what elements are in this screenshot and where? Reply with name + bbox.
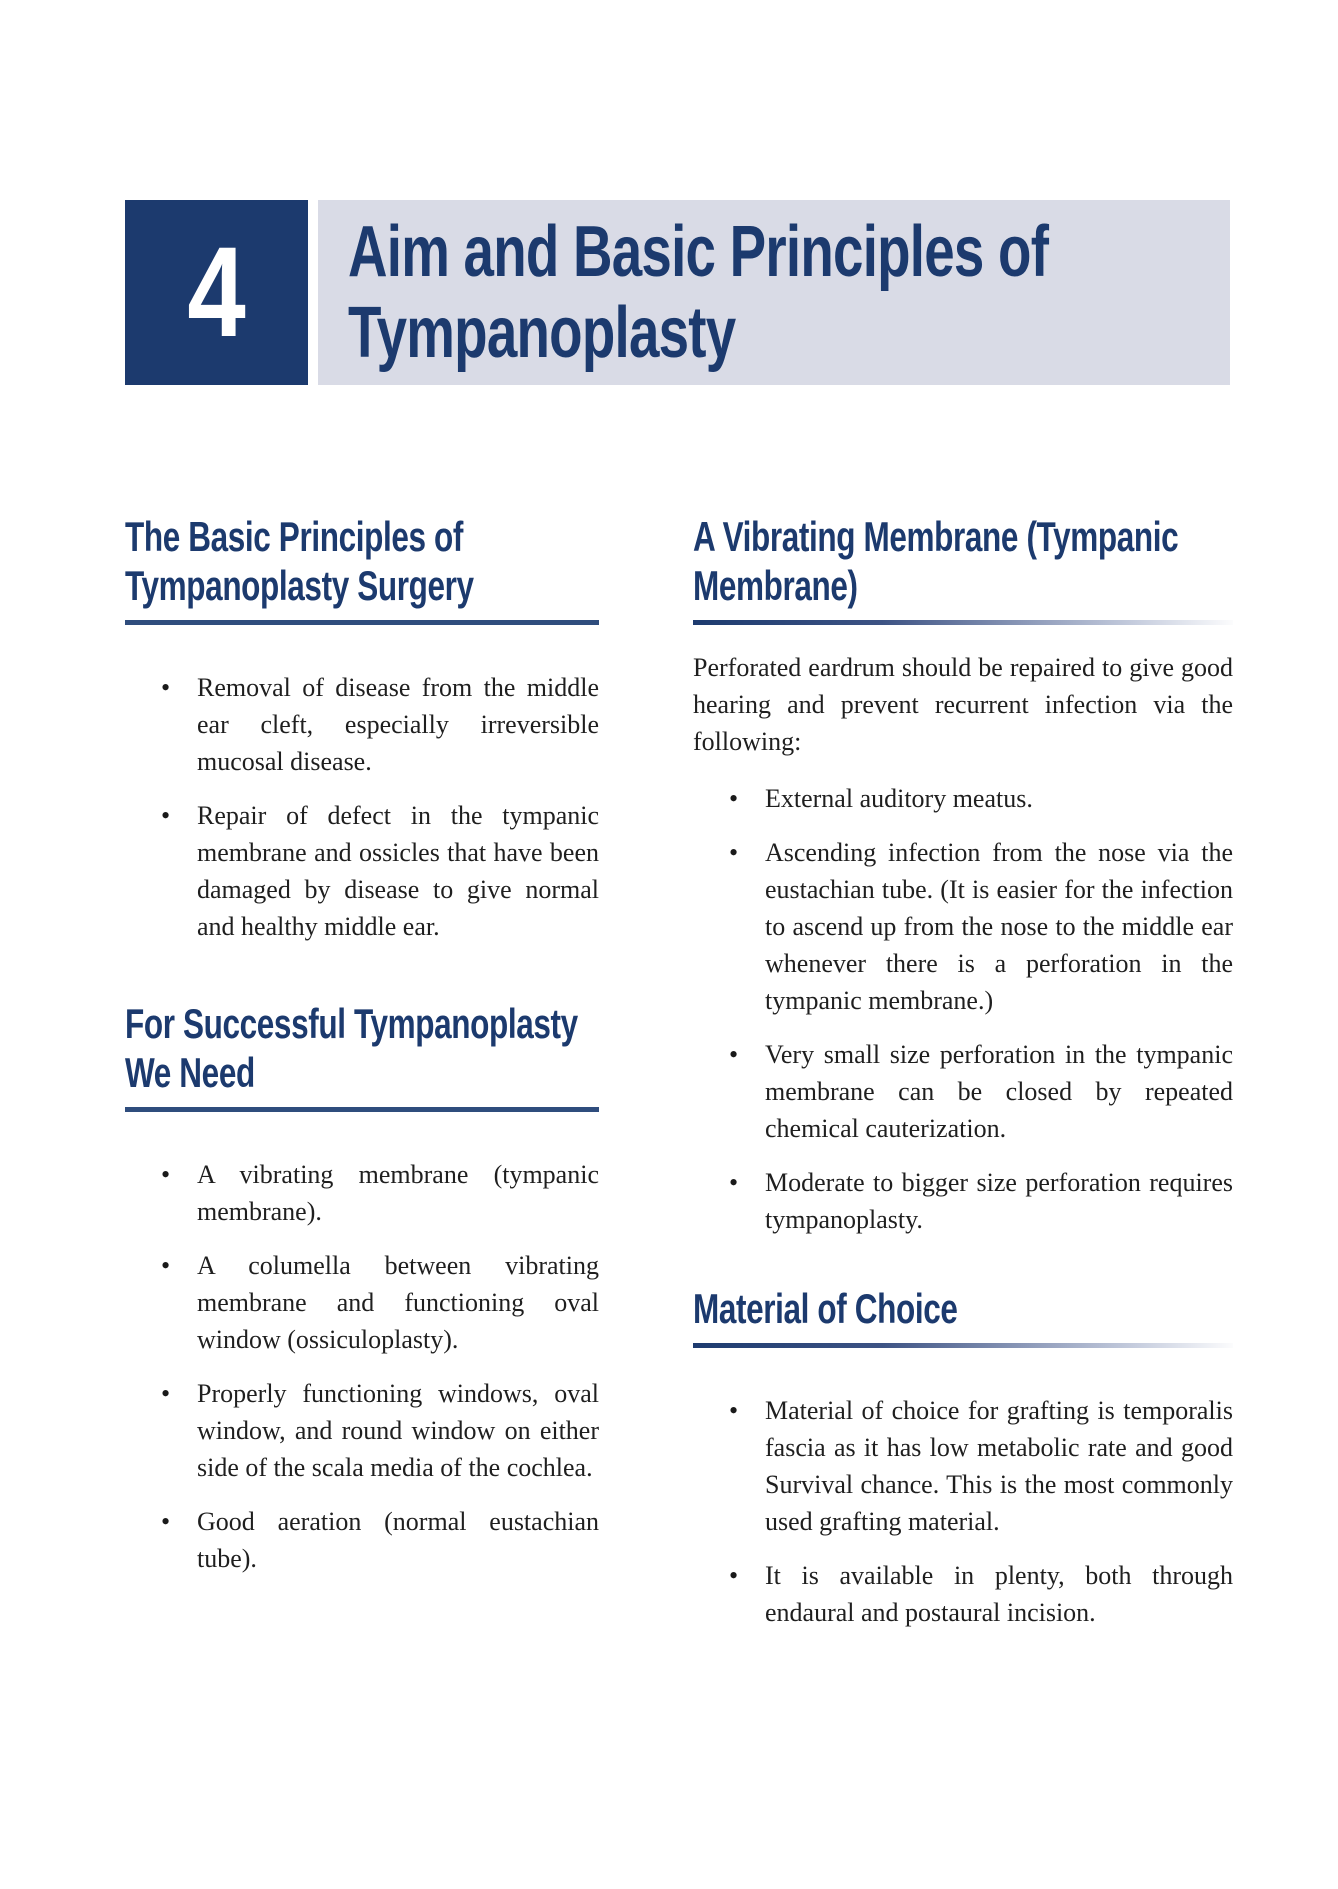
list-item-text: It is available in plenty, both through endaural and postaural incision. <box>765 1561 1233 1627</box>
bullet-list <box>693 1392 1233 1631</box>
list-item <box>693 1164 1233 1238</box>
bullet-icon: • <box>729 1396 739 1425</box>
two-column-body <box>125 512 1233 1631</box>
bullet-icon: • <box>161 1251 171 1280</box>
list-item-text: Ascending infection from the nose via the eustachian tube. (It is easier for the infection to ascend up from the nose to the middle ear whenever there is a perforation in the tympanic membrane.) <box>765 838 1233 1015</box>
section-heading <box>693 512 1233 610</box>
chapter-number-box <box>125 200 308 385</box>
list-item <box>125 1503 599 1577</box>
bullet-icon: • <box>729 838 739 867</box>
section-heading-line1: The Basic Principles of <box>125 513 463 560</box>
bullet-icon: • <box>161 1507 171 1536</box>
list-item-text: Good aeration (normal eustachian tube). <box>197 1507 599 1573</box>
heading-rule <box>125 620 599 625</box>
chapter-title-line1: Aim and Basic Principles of <box>348 211 1049 292</box>
chapter-number: 4 <box>187 220 246 364</box>
section-heading-line2: Membrane) <box>693 562 858 609</box>
heading-rule <box>125 1107 599 1112</box>
list-item <box>125 1247 599 1358</box>
section-vibrating-membrane <box>693 512 1233 1238</box>
list-item-text: A vibrating membrane (tympanic membrane). <box>197 1160 599 1226</box>
bullet-list <box>125 669 599 945</box>
bullet-icon: • <box>729 1561 739 1590</box>
section-basic-principles <box>125 512 599 945</box>
list-item <box>693 1036 1233 1147</box>
bullet-list <box>125 1156 599 1577</box>
list-item <box>125 1156 599 1230</box>
bullet-list <box>693 780 1233 1238</box>
list-item-text: Properly functioning windows, oval window, and round window on either side of the scala media of the cochlea. <box>197 1379 599 1482</box>
heading-rule <box>693 620 1233 625</box>
bullet-icon: • <box>161 1160 171 1189</box>
list-item-text: External auditory meatus. <box>765 784 1033 813</box>
section-heading <box>693 1284 1233 1333</box>
section-successful-tympanoplasty <box>125 999 599 1577</box>
list-item <box>693 834 1233 1019</box>
right-column <box>693 512 1233 1631</box>
section-heading <box>125 512 599 610</box>
section-heading <box>125 999 599 1097</box>
bullet-icon: • <box>161 1379 171 1408</box>
section-heading-line1: A Vibrating Membrane (Tympanic <box>693 513 1179 560</box>
bullet-icon: • <box>729 1168 739 1197</box>
bullet-icon: • <box>161 673 171 702</box>
list-item-text: A columella between vibrating membrane and functioning oval window (ossiculoplasty). <box>197 1251 599 1354</box>
left-column <box>125 512 599 1631</box>
section-heading-line1: For Successful Tympanoplasty <box>125 1000 578 1047</box>
list-item-text: Removal of disease from the middle ear cleft, especially irreversible mucosal disease. <box>197 673 599 776</box>
chapter-title-banner <box>318 200 1230 385</box>
section-heading-line1: Material of Choice <box>693 1285 958 1332</box>
bullet-icon: • <box>729 1040 739 1069</box>
bullet-icon: • <box>729 784 739 813</box>
list-item <box>125 1375 599 1486</box>
list-item <box>693 780 1233 817</box>
list-item <box>693 1392 1233 1540</box>
list-item-text: Moderate to bigger size perforation requires tympanoplasty. <box>765 1168 1233 1234</box>
list-item <box>125 797 599 945</box>
section-heading-line2: Tympanoplasty Surgery <box>125 562 474 609</box>
section-material-of-choice <box>693 1284 1233 1631</box>
chapter-title-line2: Tympanoplasty <box>348 292 736 373</box>
chapter-header <box>125 200 1230 385</box>
section-intro-paragraph: Perforated eardrum should be repaired to give good hearing and prevent recurrent infection via the following: <box>693 653 1233 756</box>
list-item-text: Repair of defect in the tympanic membrane and ossicles that have been damaged by disease to give normal and healthy middle ear. <box>197 801 599 941</box>
bullet-icon: • <box>161 801 171 830</box>
section-heading-line2: We Need <box>125 1049 255 1096</box>
list-item-text: Material of choice for grafting is temporalis fascia as it has low metabolic rate and good Survival chance. This is the most commonly used grafting material. <box>765 1396 1233 1536</box>
heading-rule <box>693 1343 1233 1348</box>
list-item-text: Very small size perforation in the tympanic membrane can be closed by repeated chemical cauterization. <box>765 1040 1233 1143</box>
list-item <box>125 669 599 780</box>
list-item <box>693 1557 1233 1631</box>
